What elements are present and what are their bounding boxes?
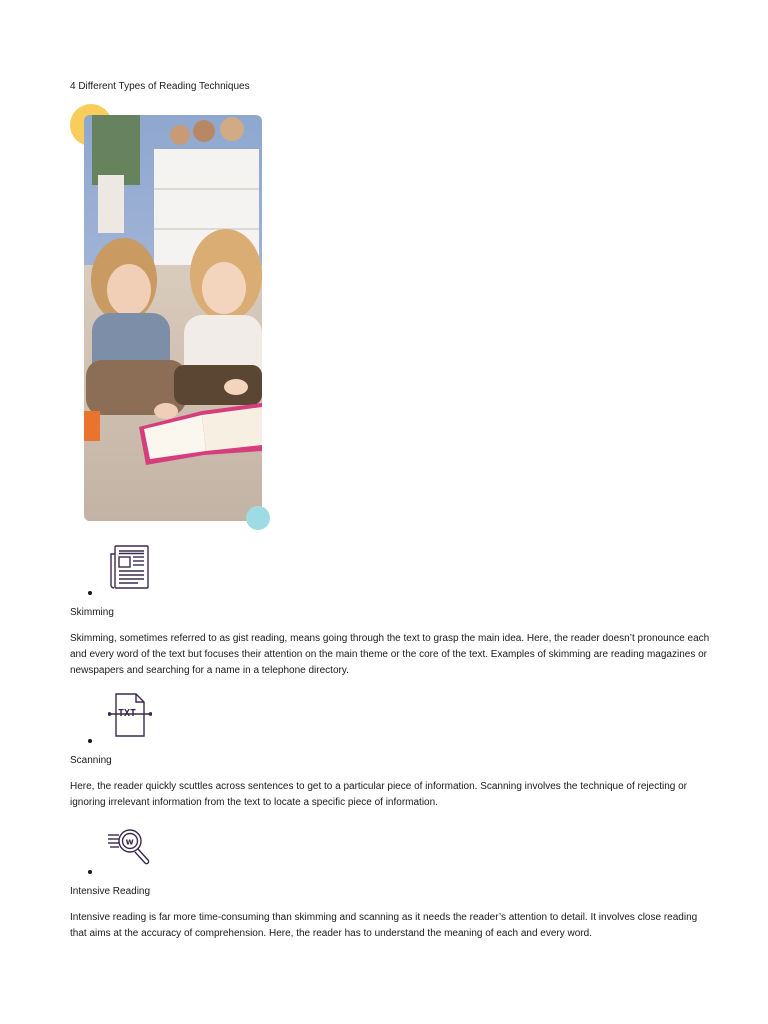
section-scanning — [70, 692, 710, 811]
section-body: Here, the reader quickly scuttles across sentences to get to a particular piece of information. Scanning involves the technique of rejecting or ignoring irrelevant information from the text to locate a specific piece of information. — [70, 781, 688, 808]
newspaper-icon — [108, 544, 152, 590]
section-title: Intensive Reading — [70, 886, 151, 897]
svg-text:w: w — [125, 837, 134, 848]
magnifier-word-icon — [108, 823, 152, 869]
decorative-teal-circle — [246, 506, 270, 530]
hero-image — [70, 102, 275, 534]
list-item — [70, 823, 710, 875]
bullet — [88, 591, 92, 595]
list-item — [70, 692, 710, 744]
list-item — [70, 544, 710, 596]
txt-file-scan-icon — [108, 692, 152, 738]
bullet — [88, 739, 92, 743]
section-title: Skimming — [70, 607, 114, 618]
section-intensive-reading — [70, 823, 710, 942]
section-title: Scanning — [70, 755, 112, 766]
section-body: Intensive reading is far more time-consuming than skimming and scanning as it needs the reader’s attention to detail. It involves close reading that aims at the accuracy of comprehension. Here, the reader has to understand the meaning of each and every word. — [70, 912, 698, 939]
page-title: 4 Different Types of Reading Techniques — [70, 81, 250, 92]
photo-girls-reading — [84, 115, 262, 521]
bullet — [88, 870, 92, 874]
section-body: Skimming, sometimes referred to as gist reading, means going through the text to grasp the main idea. Here, the reader doesn’t pronounce each and every word of the text but focuses their attention on the main theme or the core of the text. Examples of skimming are reading magazines or newspapers and searching for a name in a telephone directory. — [70, 633, 710, 676]
section-skimming — [70, 544, 710, 679]
svg-text:TXT: TXT — [118, 708, 137, 719]
